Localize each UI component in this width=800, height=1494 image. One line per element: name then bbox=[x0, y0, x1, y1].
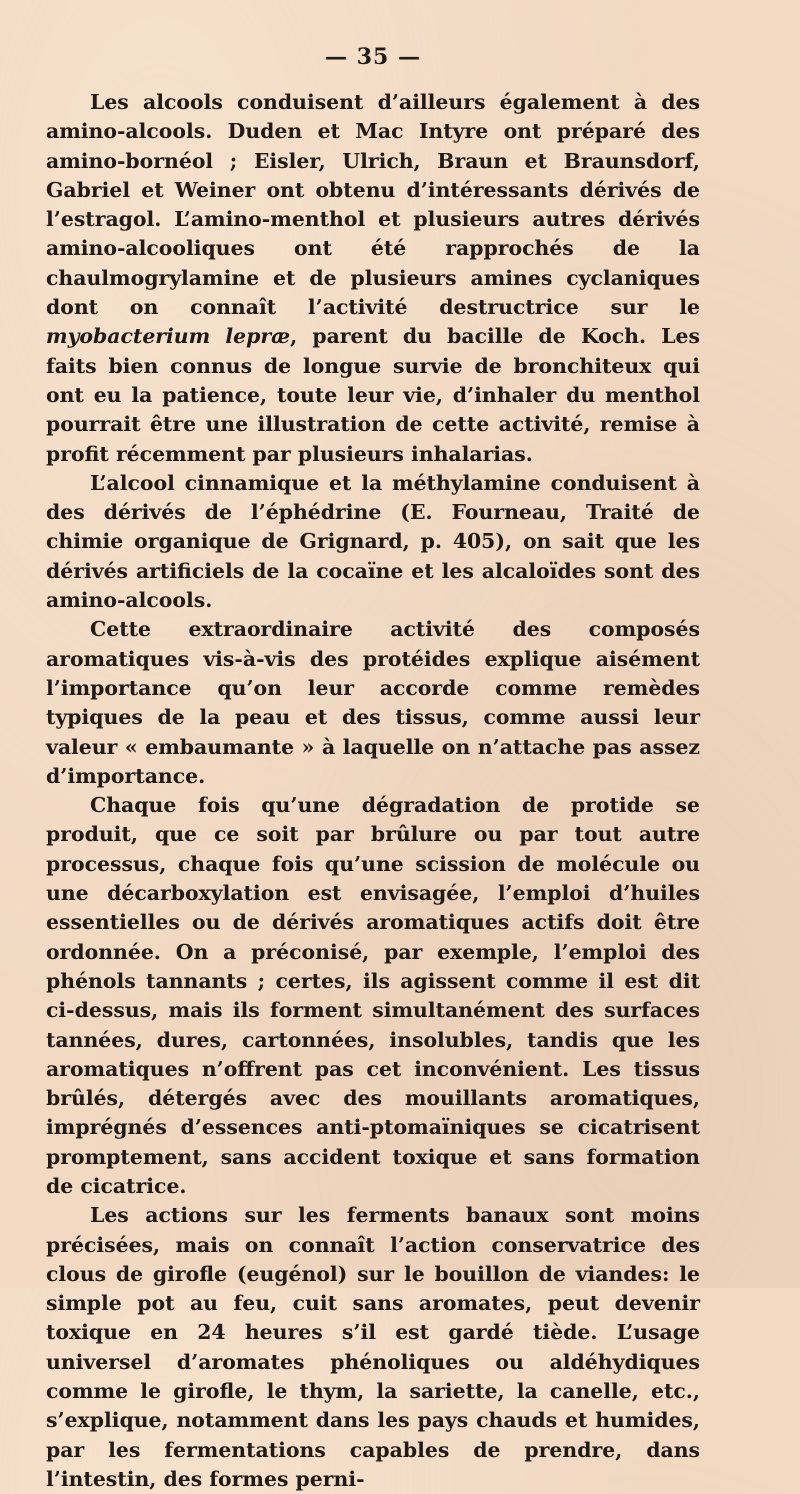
paragraph-degradation-protide: Chaque fois qu’une dégradation de protide se produit, que ce soit par brûlure ou par tout autre processus, chaque fois qu’une scission de molécule ou une décarboxylation est envisagée, l’emploi d’huiles essentielles ou de dérivés aromatiques actifs doit être ordonnée. On a préconisé, par exemple, l’emploi des phénols tannants ; certes, ils agissent comme il est dit ci-dessus, mais ils forment simultanément des surfaces tannées, dures, cartonnées, insolubles, tandis que les aromatiques n’offrent pas cet inconvénient. Les tissus brûlés, détergés avec des mouillants aromatiques, imprégnés d’essences anti-ptomaïniques se cicatrisent promptement, sans accident toxique et sans formation de cicatrice. bbox=[46, 793, 700, 1198]
paragraph-activite-aromatiques: Cette extraordinaire activité des composés aromatiques vis-à-vis des protéides explique aisément l’importance qu’on leur accorde comme remèdes typiques de la peau et des tissus, comme aussi leur valeur « embaumante » à laquelle on n’attache pas assez d’importance. bbox=[46, 617, 700, 788]
paragraph-amino-alcools bbox=[46, 88, 700, 469]
paragraph-ferments-banaux: Les actions sur les ferments banaux sont moins précisées, mais on connaît l’action conservatrice des clous de girofle (eugénol) sur le bouillon de viandes: le simple pot au feu, cuit sans aromates, peut devenir toxique en 24 heures s’il est gardé tiède. L’usage universel d’aromates phénoliques ou aldéhydiques comme le girofle, le thym, la sariette, la canelle, etc., s’explique, notamment dans les pays chauds et humides, par les fermentations capables de prendre, dans l’intestin, des formes perni- bbox=[46, 1203, 700, 1491]
paragraph-alcool-cinnamique: L’alcool cinnamique et la méthylamine conduisent à des dérivés de l’éphédrine (E. Fourneau, Traité de chimie organique de Grignard, p. 405), on sait que les dérivés artificiels de la cocaïne et les alcaloïdes sont des amino-alcools. bbox=[46, 470, 700, 613]
page-number: — 35 — bbox=[325, 44, 421, 70]
italic-species-name: myobacterium lepræ bbox=[46, 324, 291, 349]
paragraph-text-before: Les alcools conduisent d’ailleurs également à des amino-alcools. Duden et Mac Intyre ont préparé des amino-bornéol ; Eisler, Ulrich, Braun et Braunsdorf, Gabriel et Weiner ont obtenu d’intéressants dérivés de l’estragol. L’amino-menthol et plusieurs autres dérivés amino-alcooliques ont été rapprochés de la chaulmogrylamine et de plusieurs amines cyclaniques dont on connaît l’activité destructrice sur le bbox=[46, 90, 700, 320]
book-page bbox=[46, 42, 700, 1494]
paragraph-text-after: , parent du bacille de Koch. Les faits bien connus de longue survie de bronchiteux qui ont eu la patience, toute leur vie, d’inhaler du menthol pourrait être une illustration de cette activité, remise à profit récemment par plusieurs inhalarias. bbox=[46, 324, 700, 466]
